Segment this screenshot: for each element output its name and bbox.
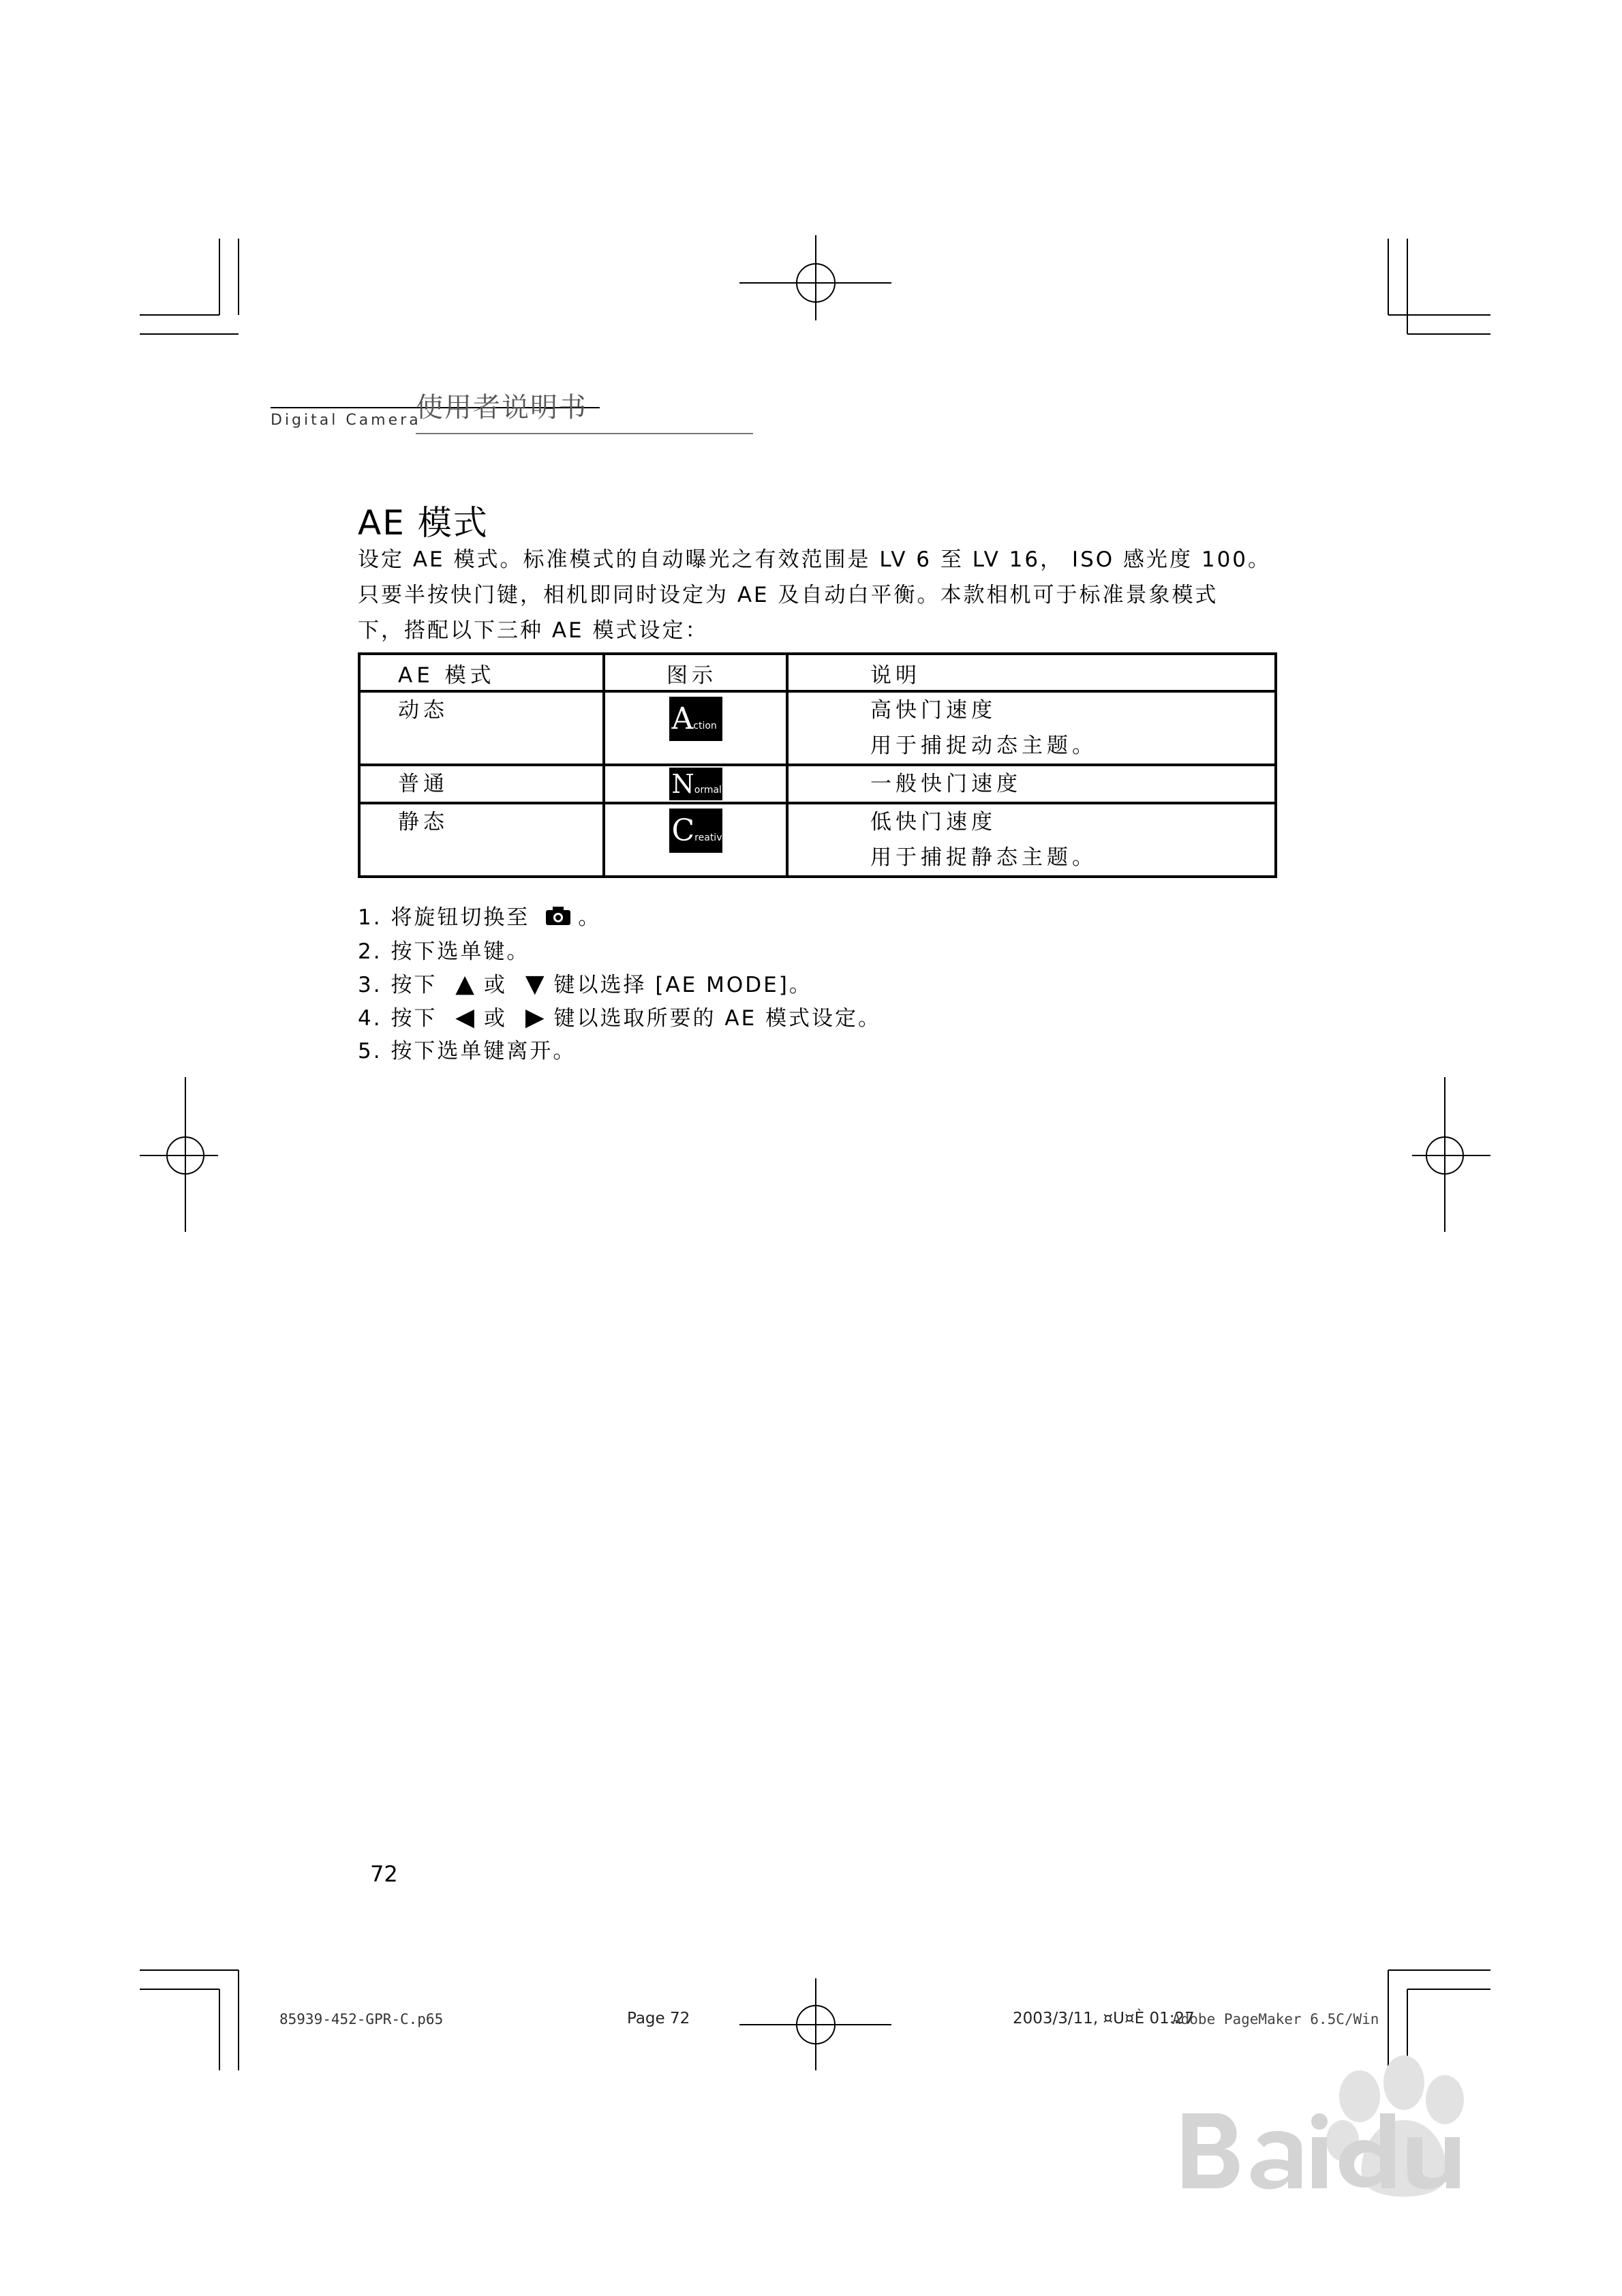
step-item: 2. 按下选单键。 xyxy=(358,939,530,964)
mode-description: 一般快门速度 xyxy=(870,772,1022,796)
header-description: 说明 xyxy=(787,654,1276,691)
footer-filename: 85939-452-GPR-C.p65 xyxy=(279,2011,444,2027)
intro-line: 设定 AE 模式。标准模式的自动曝光之有效范围是 LV 6 至 LV 16， ISO 感光度 100。 xyxy=(358,547,1272,572)
footer-application: Adobe PageMaker 6.5C/Win xyxy=(1172,2011,1379,2027)
header-title: 使用者说明书 xyxy=(416,392,587,423)
mode-description: 高快门速度 xyxy=(870,698,996,723)
up-triangle-icon: ▲ xyxy=(455,969,474,998)
header-subtitle: Digital Camera xyxy=(271,412,421,429)
footer-page: Page 72 xyxy=(627,2010,690,2027)
down-triangle-icon: ▼ xyxy=(525,969,545,998)
normal-mode-icon: Normal xyxy=(669,768,722,800)
header-icon: 图示 xyxy=(604,654,787,691)
watermark-logo xyxy=(1176,2106,1530,2214)
intro-line: 只要半按快门键，相机即同时设定为 AE 及自动白平衡。本款相机可于标准景象模式 xyxy=(358,583,1219,607)
mode-description: 低快门速度 xyxy=(870,810,996,834)
mode-name: 静态 xyxy=(398,810,448,834)
header-ae-mode: AE 模式 xyxy=(359,654,604,691)
creative-mode-icon: Creative xyxy=(669,809,722,853)
step-item: 1. 将旋钮切换至 。 xyxy=(358,901,881,935)
right-triangle-icon: ▶ xyxy=(525,1003,545,1031)
intro-line: 下，搭配以下三种 AE 模式设定： xyxy=(358,618,709,643)
mode-name: 动态 xyxy=(398,698,448,723)
mode-description: 用于捕捉动态主题。 xyxy=(870,734,1097,758)
step-item: 4. 按下 ◀ 或 ▶ 键以选取所要的 AE 模式设定。 xyxy=(358,1001,881,1035)
step-item: 3. 按下 ▲ 或 ▼ 键以选择 [AE MODE]。 xyxy=(358,968,881,1001)
action-mode-icon: Action xyxy=(669,697,722,741)
page-number: 72 xyxy=(370,1861,398,1887)
step-item: 5. 按下选单键离开。 xyxy=(358,1038,577,1063)
section-title: AE 模式 xyxy=(358,503,489,543)
mode-description: 用于捕捉静态主题。 xyxy=(870,845,1097,870)
left-triangle-icon: ◀ xyxy=(455,1003,474,1031)
mode-name: 普通 xyxy=(398,772,448,796)
footer-date: 2003/3/11, ¤U¤È 01:27 xyxy=(1013,2010,1195,2027)
